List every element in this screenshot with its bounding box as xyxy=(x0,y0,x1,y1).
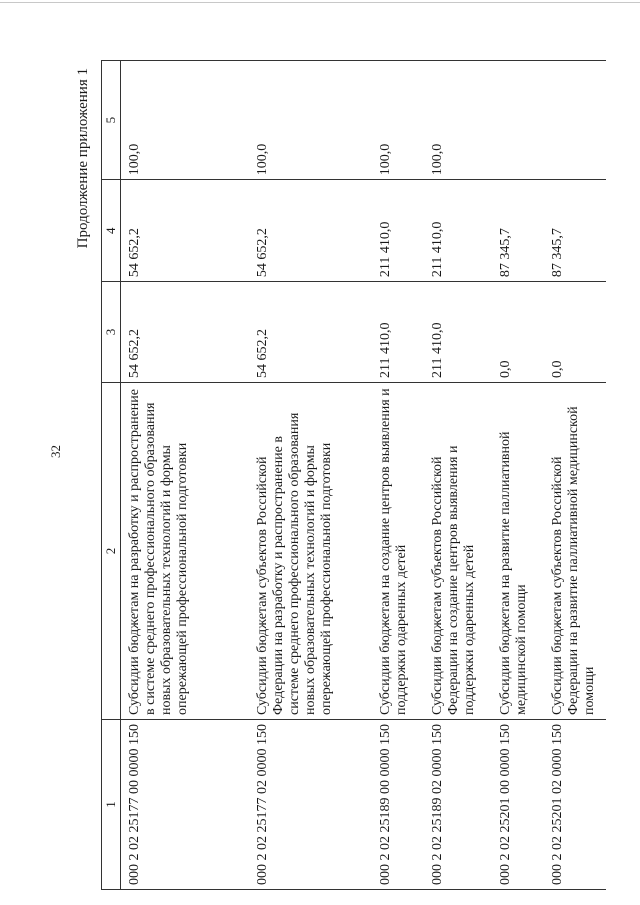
row-value-5 xyxy=(492,61,544,180)
row-value-5 xyxy=(544,61,606,180)
row-value-3: 211 410,0 xyxy=(372,282,424,383)
row-value-4: 87 345,7 xyxy=(544,180,606,282)
row-code: 000 2 02 25189 00 0000 150 xyxy=(372,720,424,890)
row-value-4: 54 652,2 xyxy=(249,180,372,282)
row-code: 000 2 02 25201 00 0000 150 xyxy=(492,720,544,890)
row-value-3: 211 410,0 xyxy=(424,282,492,383)
header-cell-5: 5 xyxy=(102,61,121,180)
row-value-4: 87 345,7 xyxy=(492,180,544,282)
row-code: 000 2 02 25189 02 0000 150 xyxy=(424,720,492,890)
row-value-3: 0,0 xyxy=(544,282,606,383)
header-cell-1: 1 xyxy=(102,720,121,890)
table-row xyxy=(249,61,372,890)
header-cell-3: 3 xyxy=(102,282,121,383)
row-code: 000 2 02 25177 00 0000 150 xyxy=(121,720,249,890)
row-code: 000 2 02 25177 02 0000 150 xyxy=(249,720,372,890)
row-value-5: 100,0 xyxy=(249,61,372,180)
table-row xyxy=(544,61,606,890)
row-name: Субсидии бюджетам субъектов Российской Федерации на создание центров выявления и поддержки одаренных детей xyxy=(424,382,492,719)
row-name: Субсидии бюджетам на разработку и распространение в системе среднего профессионального образования новых образовательных технологий и формы опережающей профессиональной подготовки xyxy=(121,382,249,719)
budget-table xyxy=(101,60,606,890)
table-row xyxy=(492,61,544,890)
header-cell-2: 2 xyxy=(102,382,121,719)
top-edge-rule xyxy=(0,2,640,3)
row-value-3: 54 652,2 xyxy=(121,282,249,383)
header-cell-4: 4 xyxy=(102,180,121,282)
row-code: 000 2 02 25201 02 0000 150 xyxy=(544,720,606,890)
row-name: Субсидии бюджетам субъектов Российской Федерации на развитие паллиативной медицинской помощи xyxy=(544,382,606,719)
table-header xyxy=(102,61,121,890)
rotated-table-block xyxy=(73,60,597,890)
row-value-3: 54 652,2 xyxy=(249,282,372,383)
row-value-5: 100,0 xyxy=(424,61,492,180)
row-value-5: 100,0 xyxy=(372,61,424,180)
table-row xyxy=(121,61,249,890)
row-value-4: 211 410,0 xyxy=(424,180,492,282)
continuation-label: Продолжение приложения 1 xyxy=(75,68,91,249)
row-name: Субсидии бюджетам на создание центров выявления и поддержки одаренных детей xyxy=(372,382,424,719)
row-value-4: 54 652,2 xyxy=(121,180,249,282)
row-name: Субсидии бюджетам на развитие паллиативной медицинской помощи xyxy=(492,382,544,719)
row-name: Субсидии бюджетам субъектов Российской Федерации на разработку и распространение в системе среднего профессионального образования новых образовательных технологий и формы опережающей профессиональной подготовки xyxy=(249,382,372,719)
row-value-5: 100,0 xyxy=(121,61,249,180)
row-value-3: 0,0 xyxy=(492,282,544,383)
table-row xyxy=(424,61,492,890)
row-value-4: 211 410,0 xyxy=(372,180,424,282)
page-number: 32 xyxy=(48,445,63,458)
table-row xyxy=(372,61,424,890)
